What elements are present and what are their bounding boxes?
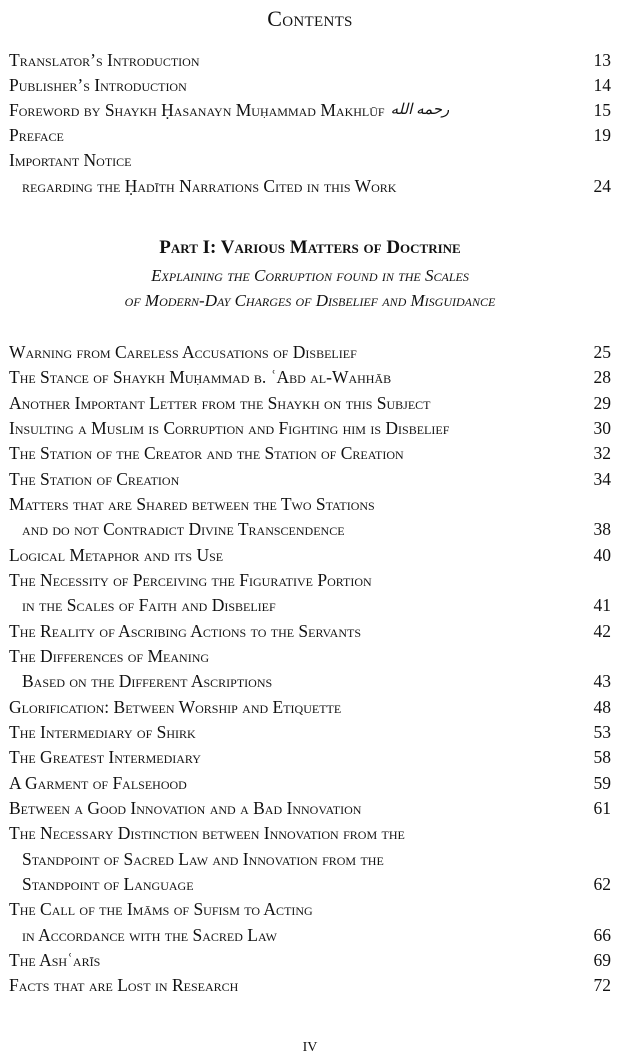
toc-entry[interactable] (9, 125, 611, 150)
honorific-seal: رحمه الله (390, 102, 450, 118)
toc-entry[interactable] (9, 545, 611, 570)
toc-entry[interactable] (9, 722, 611, 747)
toc-entry-page: 59 (593, 773, 611, 793)
toc-entry-title: in Accordance with the Sacred Law (22, 925, 277, 945)
toc-entry[interactable] (9, 595, 611, 620)
toc-entry[interactable] (9, 469, 611, 494)
toc-entry-title (9, 100, 449, 121)
toc-entry[interactable] (9, 443, 611, 468)
toc-entry-page: 40 (593, 545, 611, 565)
toc-entry-page: 13 (593, 50, 611, 70)
toc-entry[interactable] (9, 342, 611, 367)
part-subtitle: of Modern-Day Charges of Disbelief and Misguidance (124, 291, 496, 310)
toc-entry[interactable] (9, 494, 611, 519)
toc-entry[interactable] (9, 176, 611, 201)
toc-entry[interactable] (9, 519, 611, 544)
toc-entry-title: Important Notice (9, 150, 132, 170)
toc-entry[interactable] (9, 975, 611, 1000)
toc-entry[interactable] (9, 418, 611, 443)
toc-entry-page: 48 (593, 697, 611, 717)
toc-entry-title: The Necessity of Perceiving the Figurative Portion (9, 570, 372, 590)
toc-entry[interactable] (9, 950, 611, 975)
toc-entry-title: The Differences of Meaning (9, 646, 210, 666)
toc-entry-page: 61 (593, 798, 611, 818)
toc-entry-title: in the Scales of Faith and Disbelief (22, 595, 276, 615)
toc-entry[interactable] (9, 393, 611, 418)
toc-entry-page: 14 (593, 75, 611, 95)
toc-entry-page: 24 (593, 176, 611, 196)
toc-entry-page: 29 (593, 393, 611, 413)
toc-entry-page: 53 (593, 722, 611, 742)
toc-entry-title: Standpoint of Language (22, 874, 194, 894)
toc-entry-title-text: Foreword by Shaykh Ḥasanayn Muḥammad Makhlūf (9, 100, 385, 120)
toc-entry-page: 32 (593, 443, 611, 463)
toc-entry-page: 28 (593, 367, 611, 387)
toc-entry-page: 62 (593, 874, 611, 894)
toc-entry[interactable] (9, 150, 611, 175)
toc-entry-title: The Necessary Distinction between Innovation from the (9, 823, 405, 843)
toc-entry-page: 43 (593, 671, 611, 691)
toc-entry-page: 69 (593, 950, 611, 970)
toc-entry[interactable] (9, 621, 611, 646)
toc-entry-title: The Station of Creation (9, 469, 180, 489)
toc-entry-title: The Intermediary of Shirk (9, 722, 196, 742)
toc-entry[interactable] (9, 570, 611, 595)
toc-entry-title: The Call of the Imāms of Sufism to Acting (9, 899, 313, 919)
toc-entry[interactable] (9, 50, 611, 75)
toc-entry-title: The Reality of Ascribing Actions to the Servants (9, 621, 361, 641)
part-subtitle: Explaining the Corruption found in the Scales (151, 266, 469, 285)
toc-entry-page: 19 (593, 125, 611, 145)
toc-entry[interactable] (9, 874, 611, 899)
toc-entry[interactable] (9, 367, 611, 392)
toc-entry-title: Facts that are Lost in Research (9, 975, 239, 995)
toc-entry[interactable] (9, 925, 611, 950)
toc-entry-page: 15 (593, 100, 611, 120)
toc-entry-title: Standpoint of Sacred Law and Innovation from the (22, 849, 384, 869)
toc-entry-title: and do not Contradict Divine Transcendence (22, 519, 345, 539)
toc-entry-title: Logical Metaphor and its Use (9, 545, 224, 565)
toc-entry[interactable] (9, 823, 611, 848)
toc-entry-page: 30 (593, 418, 611, 438)
toc-entry-title: Insulting a Muslim is Corruption and Fighting him is Disbelief (9, 418, 450, 438)
toc-entry[interactable] (9, 75, 611, 100)
toc-entry-title: The Station of the Creator and the Station of Creation (9, 443, 404, 463)
toc-entry[interactable] (9, 849, 611, 874)
toc-entry-title: Publisher’s Introduction (9, 75, 187, 95)
toc-entry-page: 25 (593, 342, 611, 362)
toc-entry-title: Between a Good Innovation and a Bad Innovation (9, 798, 362, 818)
toc-entry-title: Warning from Careless Accusations of Disbelief (9, 342, 357, 362)
contents-page (9, 0, 611, 1063)
toc-entry-page: 66 (593, 925, 611, 945)
toc-entry-page: 42 (593, 621, 611, 641)
toc-entry[interactable] (9, 899, 611, 924)
toc-entry-title: Matters that are Shared between the Two Stations (9, 494, 375, 514)
toc-entry[interactable] (9, 646, 611, 671)
toc-entry-title: Preface (9, 125, 64, 145)
page-number: IV (302, 1040, 318, 1055)
toc-entry-page: 38 (593, 519, 611, 539)
toc-entry-title: regarding the Ḥadīth Narrations Cited in this Work (22, 176, 397, 196)
toc-entry[interactable] (9, 697, 611, 722)
toc-entry[interactable] (9, 671, 611, 696)
toc-entry[interactable] (9, 798, 611, 823)
toc-entry[interactable] (9, 773, 611, 798)
toc-entry-title: The Greatest Intermediary (9, 747, 201, 767)
toc-entry-title: A Garment of Falsehood (9, 773, 187, 793)
toc-entry[interactable] (9, 747, 611, 772)
toc-entry-page: 58 (593, 747, 611, 767)
toc-entry-title: Another Important Letter from the Shaykh on this Subject (9, 393, 431, 413)
toc-entry-title: The Stance of Shaykh Muḥammad b. ʿAbd al-Wahhāb (9, 367, 392, 387)
toc-entry-page: 41 (593, 595, 611, 615)
toc-entry[interactable] (9, 100, 611, 125)
toc-entry-title: The Ashʿarīs (9, 950, 101, 970)
toc-entry-title: Glorification: Between Worship and Etiquette (9, 697, 342, 717)
toc-entry-title: Translator’s Introduction (9, 50, 200, 70)
page-title: Contents (267, 6, 353, 31)
toc-entry-page: 72 (593, 975, 611, 995)
toc-entry-title: Based on the Different Ascriptions (22, 671, 273, 691)
toc-entry-page: 34 (593, 469, 611, 489)
part-heading: Part I: Various Matters of Doctrine (159, 237, 461, 258)
